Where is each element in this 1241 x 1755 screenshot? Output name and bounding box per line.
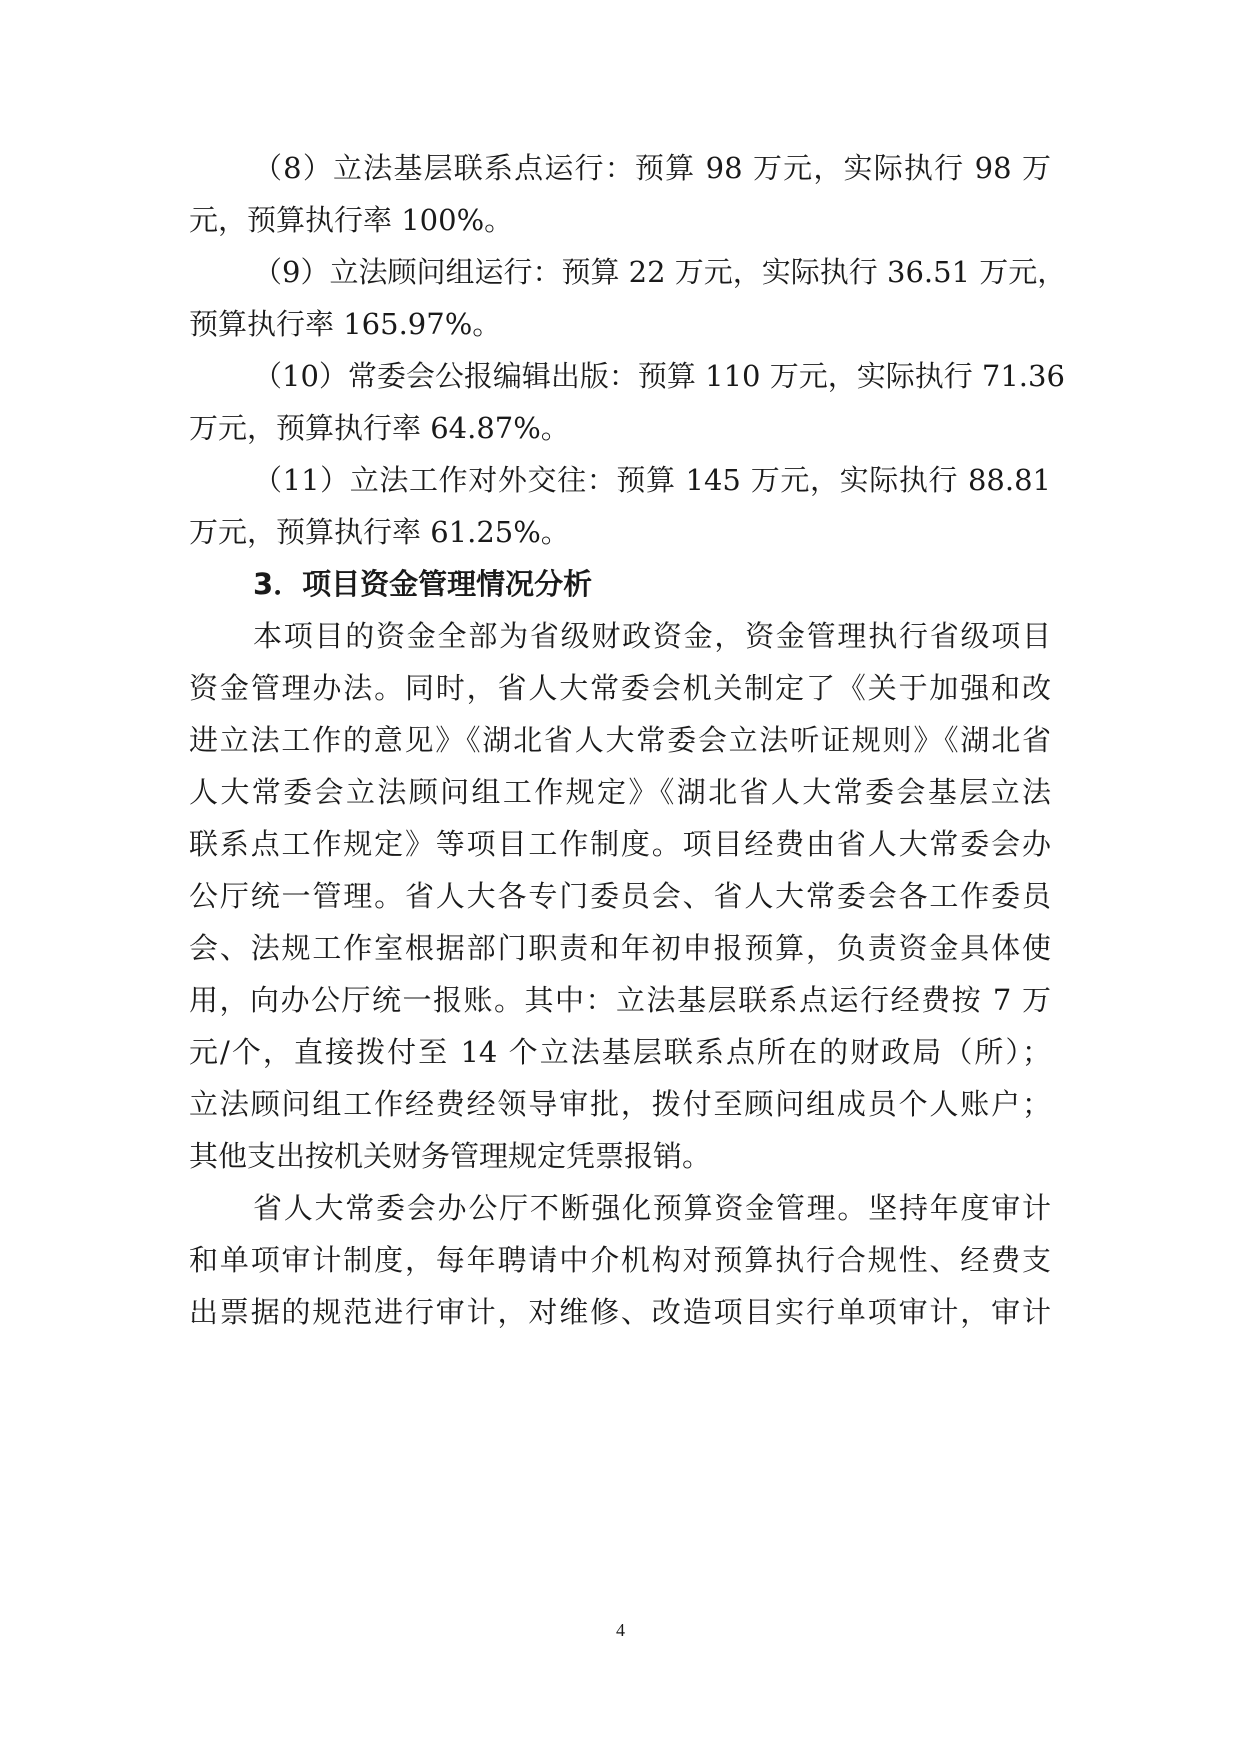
paragraph-line: 其他支出按机关财务管理规定凭票报销。 — [189, 1139, 712, 1173]
paragraph-line: 进立法工作的意见》《湖北省人大常委会立法听证规则》《湖北省 — [189, 723, 1051, 757]
section-heading: 3．项目资金管理情况分析 — [253, 567, 593, 601]
paragraph-line: 本项目的资金全部为省级财政资金，资金管理执行省级项目 — [253, 619, 1051, 653]
paragraph-line: （8）立法基层联系点运行：预算 98 万元，实际执行 98 万 — [253, 151, 1051, 185]
paragraph-line: （9）立法顾问组运行：预算 22 万元，实际执行 36.51 万元， — [253, 255, 1067, 289]
paragraph-line: 会、法规工作室根据部门职责和年初申报预算，负责资金具体使 — [189, 931, 1051, 965]
paragraph-line: 人大常委会立法顾问组工作规定》《湖北省人大常委会基层立法 — [189, 775, 1051, 809]
paragraph-line: 资金管理办法。同时，省人大常委会机关制定了《关于加强和改 — [189, 671, 1051, 705]
paragraph-line: 万元，预算执行率 64.87%。 — [189, 411, 570, 445]
paragraph-line: 联系点工作规定》等项目工作制度。项目经费由省人大常委会办 — [189, 827, 1051, 861]
paragraph-line: 元，预算执行率 100%。 — [189, 203, 514, 237]
paragraph-line: 用，向办公厅统一报账。其中：立法基层联系点运行经费按 7 万 — [189, 983, 1051, 1017]
paragraph-line: 预算执行率 165.97%。 — [189, 307, 502, 341]
paragraph-line: （11）立法工作对外交往：预算 145 万元，实际执行 88.81 — [253, 463, 1051, 497]
paragraph-line: （10）常委会公报编辑出版：预算 110 万元，实际执行 71.36 — [253, 359, 1065, 393]
paragraph-line: 万元，预算执行率 61.25%。 — [189, 515, 570, 549]
paragraph-line: 省人大常委会办公厅不断强化预算资金管理。坚持年度审计 — [253, 1191, 1051, 1225]
paragraph-line: 元/个，直接拨付至 14 个立法基层联系点所在的财政局（所）； — [189, 1035, 1051, 1069]
paragraph-line: 立法顾问组工作经费经领导审批，拨付至顾问组成员个人账户； — [189, 1087, 1051, 1121]
paragraph-line: 出票据的规范进行审计，对维修、改造项目实行单项审计，审计 — [189, 1295, 1051, 1329]
page-number: 4 — [616, 1620, 625, 1640]
paragraph-line: 公厅统一管理。省人大各专门委员会、省人大常委会各工作委员 — [189, 879, 1051, 913]
paragraph-line: 和单项审计制度，每年聘请中介机构对预算执行合规性、经费支 — [189, 1243, 1051, 1277]
